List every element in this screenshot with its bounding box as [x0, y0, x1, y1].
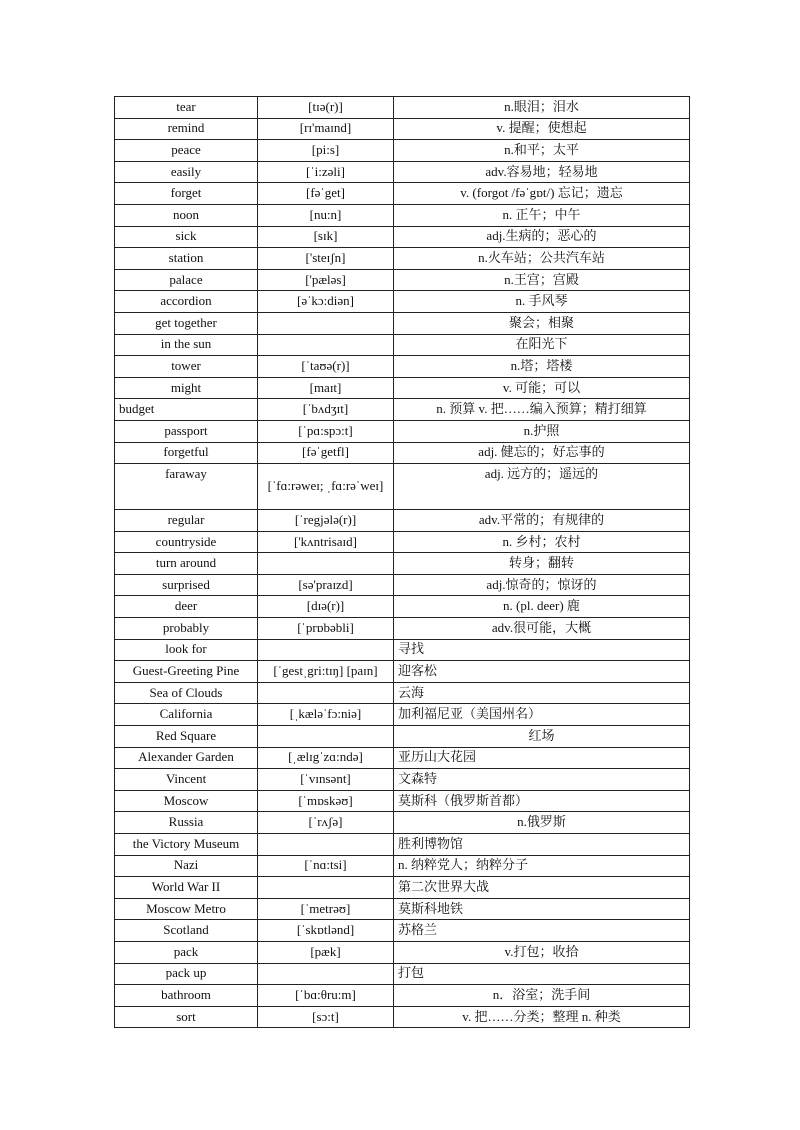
- word-cell: deer: [115, 596, 258, 618]
- meaning-cell: n.护照: [394, 420, 690, 442]
- word-cell: surprised: [115, 574, 258, 596]
- word-cell: look for: [115, 639, 258, 661]
- word-cell: in the sun: [115, 334, 258, 356]
- word-cell: Moscow Metro: [115, 898, 258, 920]
- table-row: [115, 1006, 690, 1028]
- meaning-cell: n. 正午；中午: [394, 204, 690, 226]
- word-cell: peace: [115, 140, 258, 162]
- table-row: [115, 226, 690, 248]
- word-cell: sort: [115, 1006, 258, 1028]
- meaning-cell: 云海: [394, 682, 690, 704]
- table-row: [115, 183, 690, 205]
- meaning-cell: 在阳光下: [394, 334, 690, 356]
- table-row: [115, 834, 690, 856]
- phonetic-cell: [fəˈgetfl]: [258, 442, 394, 464]
- meaning-cell: adj. 远方的；遥远的: [394, 464, 690, 510]
- phonetic-cell: [258, 834, 394, 856]
- phonetic-cell: [ˈskɒtlənd]: [258, 920, 394, 942]
- phonetic-cell: [ˈregjələ(r)]: [258, 510, 394, 532]
- meaning-cell: 迎客松: [394, 661, 690, 683]
- meaning-cell: adv.容易地；轻易地: [394, 161, 690, 183]
- phonetic-cell: [ˈrʌʃə]: [258, 812, 394, 834]
- meaning-cell: 文森特: [394, 769, 690, 791]
- table-row: [115, 248, 690, 270]
- phonetic-cell: [258, 334, 394, 356]
- meaning-cell: adj.生病的；恶心的: [394, 226, 690, 248]
- phonetic-cell: [ˈpɑ:spɔ:t]: [258, 420, 394, 442]
- meaning-cell: n.王宫；宫殿: [394, 269, 690, 291]
- table-row: [115, 661, 690, 683]
- phonetic-cell: [ˈmetrəʊ]: [258, 898, 394, 920]
- meaning-cell: n.塔；塔楼: [394, 356, 690, 378]
- table-row: [115, 553, 690, 575]
- word-cell: probably: [115, 618, 258, 640]
- phonetic-cell: [258, 553, 394, 575]
- word-cell: accordion: [115, 291, 258, 313]
- meaning-cell: n.火车站；公共汽车站: [394, 248, 690, 270]
- table-row: [115, 420, 690, 442]
- meaning-cell: 苏格兰: [394, 920, 690, 942]
- meaning-cell: 第二次世界大战: [394, 877, 690, 899]
- meaning-cell: 打包: [394, 963, 690, 985]
- word-cell: forget: [115, 183, 258, 205]
- word-cell: World War II: [115, 877, 258, 899]
- phonetic-cell: [258, 963, 394, 985]
- table-row: [115, 140, 690, 162]
- meaning-cell: v. 可能；可以: [394, 377, 690, 399]
- table-row: [115, 97, 690, 119]
- table-row: [115, 510, 690, 532]
- phonetic-cell: [tɪə(r)]: [258, 97, 394, 119]
- table-row: [115, 574, 690, 596]
- meaning-cell: 转身；翻转: [394, 553, 690, 575]
- word-cell: station: [115, 248, 258, 270]
- table-row: [115, 726, 690, 748]
- meaning-cell: n．浴室；洗手间: [394, 985, 690, 1007]
- meaning-cell: v. 提醒；使想起: [394, 118, 690, 140]
- table-row: [115, 769, 690, 791]
- phonetic-cell: [ˈi:zəli]: [258, 161, 394, 183]
- meaning-cell: v. 把……分类；整理 n. 种类: [394, 1006, 690, 1028]
- table-row: [115, 334, 690, 356]
- table-row: [115, 356, 690, 378]
- meaning-cell: 胜利博物馆: [394, 834, 690, 856]
- meaning-cell: adj.惊奇的；惊讶的: [394, 574, 690, 596]
- meaning-cell: 莫斯科地铁: [394, 898, 690, 920]
- meaning-cell: adj. 健忘的；好忘事的: [394, 442, 690, 464]
- meaning-cell: adv.很可能，大概: [394, 618, 690, 640]
- word-cell: Guest-Greeting Pine: [115, 661, 258, 683]
- table-row: [115, 639, 690, 661]
- word-cell: faraway: [115, 464, 258, 510]
- word-cell: palace: [115, 269, 258, 291]
- phonetic-cell: [maɪt]: [258, 377, 394, 399]
- phonetic-cell: [dɪə(r)]: [258, 596, 394, 618]
- phonetic-cell: [ˌkæləˈfɔ:niə]: [258, 704, 394, 726]
- phonetic-cell: [ˈtaʊə(r)]: [258, 356, 394, 378]
- meaning-cell: n. (pl. deer) 鹿: [394, 596, 690, 618]
- meaning-cell: n. 纳粹党人；纳粹分子: [394, 855, 690, 877]
- table-row: [115, 985, 690, 1007]
- phonetic-cell: [258, 682, 394, 704]
- phonetic-cell: [258, 726, 394, 748]
- word-cell: countryside: [115, 531, 258, 553]
- phonetic-cell: [nu:n]: [258, 204, 394, 226]
- word-cell: pack: [115, 941, 258, 963]
- table-row: [115, 898, 690, 920]
- word-cell: the Victory Museum: [115, 834, 258, 856]
- table-row: [115, 747, 690, 769]
- phonetic-cell: [pi:s]: [258, 140, 394, 162]
- word-cell: Moscow: [115, 790, 258, 812]
- phonetic-cell: [sə'praɪzd]: [258, 574, 394, 596]
- table-row: [115, 464, 690, 510]
- table-row: [115, 618, 690, 640]
- word-cell: Alexander Garden: [115, 747, 258, 769]
- meaning-cell: 红场: [394, 726, 690, 748]
- word-cell: California: [115, 704, 258, 726]
- table-row: [115, 531, 690, 553]
- table-row: [115, 877, 690, 899]
- word-cell: remind: [115, 118, 258, 140]
- word-cell: tower: [115, 356, 258, 378]
- table-row: [115, 790, 690, 812]
- word-cell: forgetful: [115, 442, 258, 464]
- meaning-cell: 莫斯科（俄罗斯首都）: [394, 790, 690, 812]
- table-row: [115, 682, 690, 704]
- meaning-cell: 聚会；相聚: [394, 312, 690, 334]
- phonetic-cell: [əˈkɔ:diən]: [258, 291, 394, 313]
- table-row: [115, 920, 690, 942]
- word-cell: pack up: [115, 963, 258, 985]
- meaning-cell: n.俄罗斯: [394, 812, 690, 834]
- table-row: [115, 118, 690, 140]
- phonetic-cell: [ˈnɑ:tsi]: [258, 855, 394, 877]
- phonetic-cell: ['kʌntrisaɪd]: [258, 531, 394, 553]
- phonetic-cell: [sɔ:t]: [258, 1006, 394, 1028]
- phonetic-cell: [258, 312, 394, 334]
- phonetic-cell: [sɪk]: [258, 226, 394, 248]
- table-row: [115, 161, 690, 183]
- word-cell: budget: [115, 399, 258, 421]
- phonetic-cell: [258, 639, 394, 661]
- word-cell: Russia: [115, 812, 258, 834]
- meaning-cell: n. 手风琴: [394, 291, 690, 313]
- word-cell: bathroom: [115, 985, 258, 1007]
- word-cell: Scotland: [115, 920, 258, 942]
- meaning-cell: v.打包；收拾: [394, 941, 690, 963]
- vocabulary-table-body: [115, 97, 690, 1028]
- table-row: [115, 269, 690, 291]
- table-row: [115, 399, 690, 421]
- word-cell: Nazi: [115, 855, 258, 877]
- table-row: [115, 442, 690, 464]
- word-cell: regular: [115, 510, 258, 532]
- phonetic-cell: [rɪ'maɪnd]: [258, 118, 394, 140]
- word-cell: turn around: [115, 553, 258, 575]
- word-cell: passport: [115, 420, 258, 442]
- table-row: [115, 963, 690, 985]
- phonetic-cell: [ˈgestˌgri:tɪŋ] [paɪn]: [258, 661, 394, 683]
- phonetic-cell: [ˈprɒbəbli]: [258, 618, 394, 640]
- vocabulary-table: [114, 96, 690, 1028]
- word-cell: easily: [115, 161, 258, 183]
- phonetic-cell: [ˈbɑ:θru:m]: [258, 985, 394, 1007]
- table-row: [115, 596, 690, 618]
- table-row: [115, 204, 690, 226]
- word-cell: noon: [115, 204, 258, 226]
- phonetic-cell: [ˈbʌdʒɪt]: [258, 399, 394, 421]
- meaning-cell: 寻找: [394, 639, 690, 661]
- meaning-cell: n. 乡村；农村: [394, 531, 690, 553]
- phonetic-cell: ['steɪʃn]: [258, 248, 394, 270]
- table-row: [115, 312, 690, 334]
- phonetic-cell: ['pæləs]: [258, 269, 394, 291]
- table-row: [115, 291, 690, 313]
- table-row: [115, 941, 690, 963]
- table-row: [115, 377, 690, 399]
- meaning-cell: n.眼泪；泪水: [394, 97, 690, 119]
- table-row: [115, 812, 690, 834]
- table-row: [115, 855, 690, 877]
- phonetic-cell: [pæk]: [258, 941, 394, 963]
- word-cell: might: [115, 377, 258, 399]
- word-cell: tear: [115, 97, 258, 119]
- meaning-cell: v. (forgot /fəˈgɒt/) 忘记；遗忘: [394, 183, 690, 205]
- table-row: [115, 704, 690, 726]
- phonetic-cell: [ˈmɒskəʊ]: [258, 790, 394, 812]
- meaning-cell: 亚历山大花园: [394, 747, 690, 769]
- phonetic-cell: [ˌælɪgˈzɑ:ndə]: [258, 747, 394, 769]
- phonetic-cell: [ˈfɑ:rəweɪ; ˌfɑ:rəˈweɪ]: [258, 464, 394, 510]
- phonetic-cell: [fəˈget]: [258, 183, 394, 205]
- word-cell: Vincent: [115, 769, 258, 791]
- meaning-cell: n.和平；太平: [394, 140, 690, 162]
- word-cell: Sea of Clouds: [115, 682, 258, 704]
- phonetic-cell: [258, 877, 394, 899]
- meaning-cell: 加利福尼亚（美国州名）: [394, 704, 690, 726]
- word-cell: sick: [115, 226, 258, 248]
- word-cell: Red Square: [115, 726, 258, 748]
- phonetic-cell: [ˈvɪnsənt]: [258, 769, 394, 791]
- meaning-cell: n. 预算 v. 把……编入预算；精打细算: [394, 399, 690, 421]
- meaning-cell: adv.平常的；有规律的: [394, 510, 690, 532]
- word-cell: get together: [115, 312, 258, 334]
